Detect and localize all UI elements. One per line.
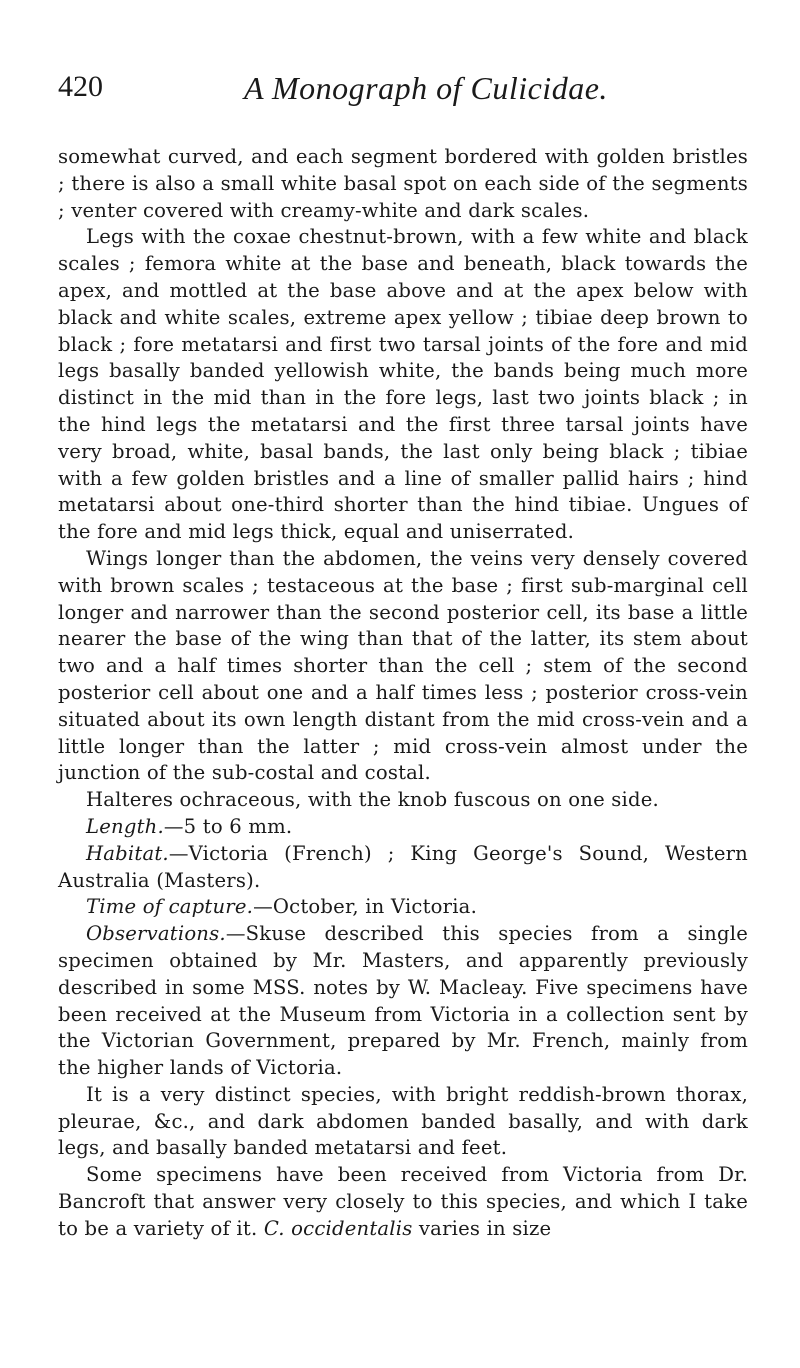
species-name: C. occidentalis <box>263 1216 413 1240</box>
section-label: Observations. <box>86 922 226 946</box>
section-label: Length. <box>86 814 164 838</box>
paragraph <box>58 894 748 921</box>
page-header <box>58 70 748 114</box>
paragraph-text: It is a very distinct species, with bright reddish-brown thorax, pleurae, &c., and dark abdomen banded basally, and with dark legs, and basally banded metatarsi and feet. <box>58 1082 748 1160</box>
body-text <box>58 144 748 1243</box>
paragraph-text: somewhat curved, and each segment bordered with golden bristles ; there is also a small white basal spot on each side of the segments ; venter covered with creamy-white and dark scales. <box>58 145 748 222</box>
paragraph-text: —Skuse described this species from a single specimen obtained by Mr. Masters, and apparently previously described in some MSS. notes by W. Macleay. Five specimens have been received at the Museum from Victoria in a collection sent by the Victorian Government, prepared by Mr. French, mainly from the higher lands of Victoria. <box>58 922 748 1080</box>
paragraph <box>58 814 748 841</box>
paragraph-text: Wings longer than the abdomen, the veins very densely covered with brown scales ; testaceous at the base ; first sub-marginal cell longer and narrower than the second posterior cell, its base a little nearer the base of the wing than that of the latter, its stem about two and a half times shorter than the cell ; stem of the second posterior cell about one and a half times less ; posterior cross-vein situated about its own length distant from the mid cross-vein and a little longer than the latter ; mid cross-vein almost under the junction of the sub-costal and costal. <box>58 546 748 785</box>
paragraph <box>58 841 748 895</box>
paragraph-text: Legs with the coxae chestnut-brown, with a few white and black scales ; femora white at the base and beneath, black towards the apex, and mottled at the base above and at the apex below with black and white scales, extreme apex yellow ; tibiae deep brown to black ; fore metatarsi and first two tarsal joints of the fore and mid legs basally banded yellowish white, the bands being much more distinct in the mid than in the fore legs, last two joints black ; in the hind legs the metatarsi and the first three tarsal joints have very broad, white, basal bands, the last only being black ; tibiae with a few golden bristles and a line of smaller pallid hairs ; hind metatarsi about one-third shorter than the hind tibiae. Ungues of the fore and mid legs thick, equal and uniserrated. <box>58 225 748 544</box>
paragraph <box>58 1082 748 1162</box>
paragraph <box>58 787 748 814</box>
running-title: A Monograph of Culicidae. <box>244 70 608 106</box>
paragraph-text: —October, in Victoria. <box>253 895 477 919</box>
paragraph <box>58 144 748 224</box>
paragraph <box>58 224 748 546</box>
section-label: Habitat. <box>86 841 169 865</box>
paragraph <box>58 1162 748 1242</box>
paragraph <box>58 921 748 1082</box>
paragraph-text: Some specimens have been received from Victoria from Dr. Bancroft that answer very closely to this species, and which I take to be a variety of it. <box>58 1163 748 1240</box>
page-number: 420 <box>58 70 103 103</box>
paragraph-text: Halteres ochraceous, with the knob fuscous on one side. <box>86 788 659 812</box>
section-label: Time of capture. <box>86 895 254 919</box>
document-page <box>58 70 748 1243</box>
paragraph-text: —Victoria (French) ; King George's Sound, Western Australia (Masters). <box>58 841 748 892</box>
paragraph <box>58 546 748 787</box>
paragraph-text: —5 to 6 mm. <box>163 814 293 838</box>
paragraph-text: varies in size <box>412 1216 552 1240</box>
